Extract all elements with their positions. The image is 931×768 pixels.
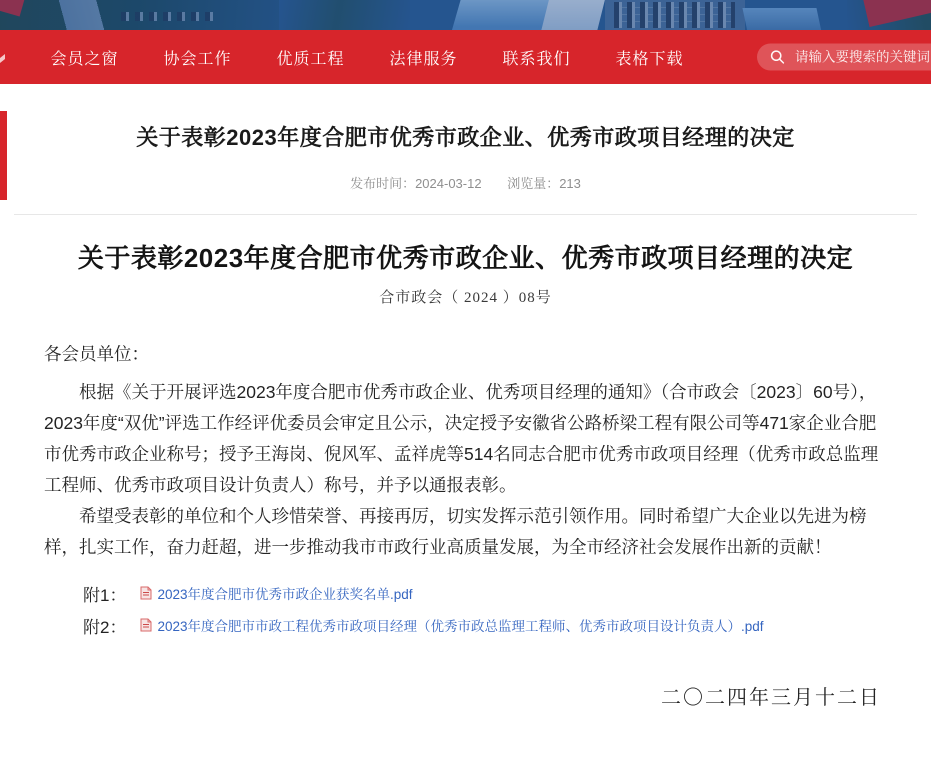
view-count: 浏览量：213 [507,176,581,191]
nav-item-contact-us[interactable]: 联系我们 [502,50,571,68]
page-title: 关于表彰2023年度合肥市优秀市政企业、优秀市政项目经理的决定 [136,125,795,150]
search-input[interactable] [793,49,931,66]
banner-blue-tint-overlay [0,0,931,30]
document-number: 合市政会（ 2024 ）08号 [379,290,552,306]
left-red-strip [0,111,7,200]
publish-time: 发布时间：2024-03-12 [350,176,482,191]
document-title: 关于表彰2023年度合肥市优秀市政企业、优秀市政项目经理的决定 [77,243,854,273]
header-divider [14,214,917,215]
cropped-nav-item-fragment [0,54,5,63]
header-banner-photo [0,0,931,30]
nav-item-quality-projects[interactable]: 优质工程 [276,50,345,68]
attachment-1-label: 附1： [83,585,127,605]
search-icon[interactable] [770,50,785,65]
attachment-2-label: 附2： [83,617,127,637]
nav-item-association-work[interactable]: 协会工作 [163,50,232,68]
paragraph-2: 希望受表彰的单位和个人珍惜荣誉、再接再厉，切实发挥示范引领作用。同时希望广大企业以先进为榜样，扎实工作，奋力赶超，进一步推动我市市政行业高质量发展，为全市经济社会发展作出新的贡献！ [44,506,867,557]
search-box[interactable] [757,44,931,71]
attachments [44,577,887,641]
salutation: 各会员单位： [44,344,149,364]
nav-item-member-window[interactable]: 会员之窗 [50,50,119,68]
paragraph-1: 根据《关于开展评选2023年度合肥市优秀市政企业、优秀项目经理的通知》（合市政会〔2023〕60号），2023年度“双优”评选工作经评优委员会审定且公示，决定授予安徽省公路桥梁工程有限公司等471家企业合肥市优秀市政企业称号；授予王海岗、倪风军、孟祥虎等514名同志合肥市优秀市政项目经理（优秀市政总监理工程师、优秀市政项目设计负责人）称号，并予以通报表彰。 [44,382,879,495]
attachment-1-filename: 2023年度合肥市优秀市政企业获奖名单.pdf [157,587,413,602]
attachment-row-2 [44,609,887,641]
main-nav-bar [0,30,931,84]
nav-item-form-downloads[interactable]: 表格下载 [615,50,684,68]
document-content [0,238,931,710]
document-date: 二〇二四年三月十二日 [661,687,881,709]
pdf-file-icon [140,586,152,600]
attachment-2-filename: 2023年度合肥市市政工程优秀市政项目经理（优秀市政总监理工程师、优秀市政项目设计负责人）.pdf [157,619,764,634]
article-header [0,84,931,215]
article-meta [0,173,931,192]
attachment-2-link[interactable] [140,615,763,635]
pdf-file-icon [140,618,152,632]
attachment-1-link[interactable] [140,583,412,603]
attachment-row-1 [44,577,887,609]
document-body [44,339,887,563]
nav-item-legal-services[interactable]: 法律服务 [389,50,458,68]
